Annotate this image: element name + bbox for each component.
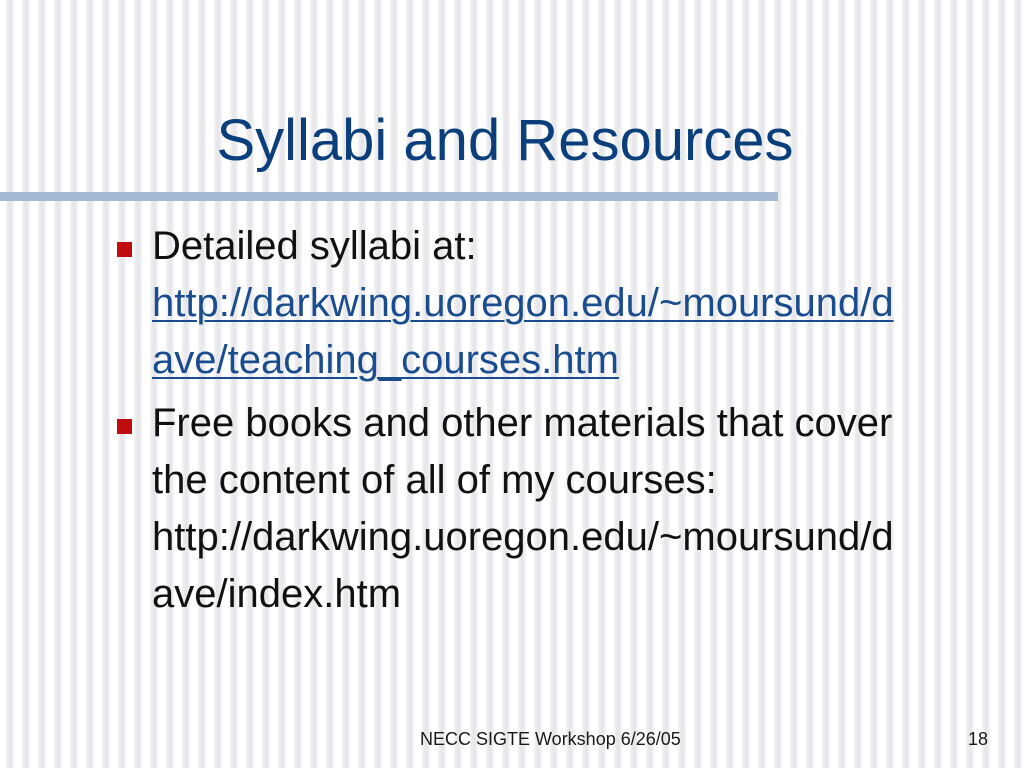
square-bullet-icon [117, 419, 132, 434]
bullet-text-line-4: ave/index.htm [152, 572, 402, 616]
syllabi-link-line-1[interactable]: http://darkwing.uoregon.edu/~moursund/d [152, 281, 894, 325]
square-bullet-icon [117, 242, 132, 257]
slide-page-number: 18 [968, 729, 989, 749]
slide-title: Syllabi and Resources [216, 108, 794, 173]
syllabi-link-line-2[interactable]: ave/teaching_courses.htm [152, 338, 619, 382]
footer-workshop-label: NECC SIGTE Workshop 6/26/05 [420, 729, 681, 749]
title-underline-rule [0, 192, 778, 201]
bullet-text-line-3: http://darkwing.uoregon.edu/~moursund/d [152, 515, 894, 559]
bullet-text-line-2: the content of all of my courses: [152, 458, 717, 502]
bullet-item-syllabi [116, 218, 1016, 389]
bullet-text-line-1: Free books and other materials that cover [152, 401, 893, 445]
bullet-text: Detailed syllabi at: [152, 224, 477, 268]
syllabi-link[interactable] [152, 275, 1016, 389]
bullet-list [116, 218, 1016, 629]
bullet-item-free-books [116, 395, 1016, 623]
